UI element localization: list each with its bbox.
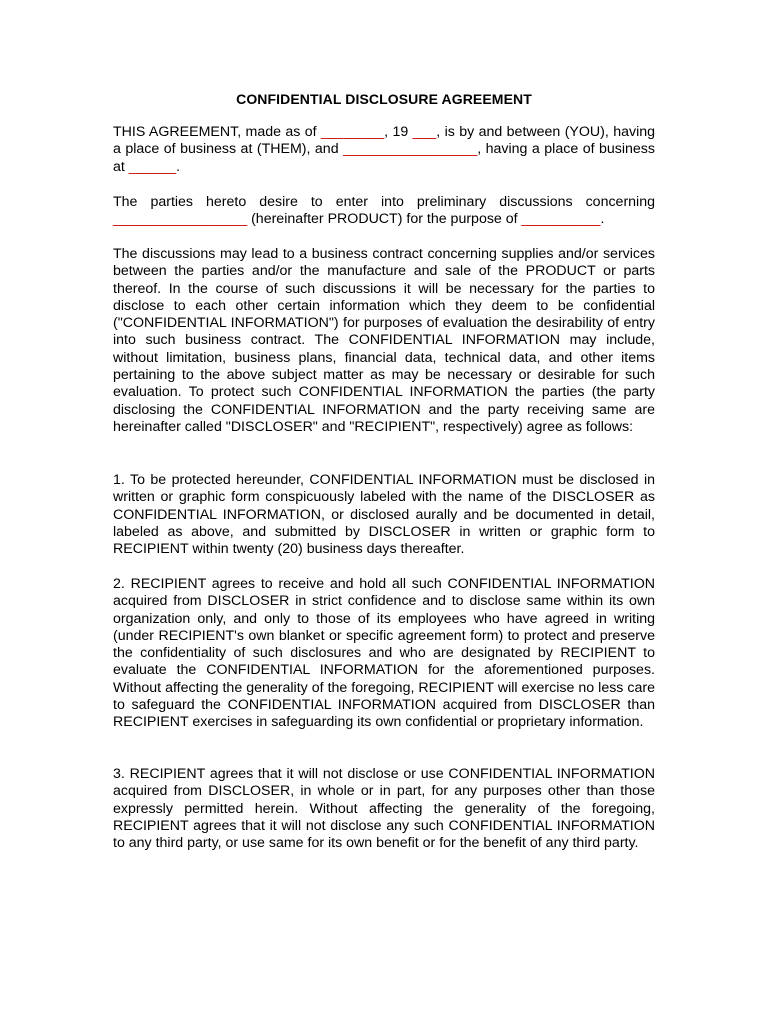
document-title: CONFIDENTIAL DISCLOSURE AGREEMENT xyxy=(236,91,532,107)
intro-text-4: , having a place of business at xyxy=(113,141,655,175)
date-blank: ________ xyxy=(321,124,385,140)
product-blank: _________________ xyxy=(113,211,248,228)
purpose-text-2: (hereinafter PRODUCT) for the purpose of xyxy=(247,211,522,228)
intro-text-2: , 19 xyxy=(384,124,413,140)
address-blank: ______ xyxy=(128,158,177,175)
year-blank: ___ xyxy=(412,124,437,140)
clause-1: 1. To be protected hereunder, CONFIDENTIAL INFORMATION must be disclosed in written or graphic form conspicuously labeled with the name of the DISCLOSER as CONFIDENTIAL INFORMATION, or disclosed aurally and be documented in detail, labeled as above, and submitted by DISCLOSER in written or graphic form to RECIPIENT within twenty (20) business days thereafter. xyxy=(113,472,655,558)
purpose-paragraph xyxy=(113,194,655,229)
purpose-blank: __________ xyxy=(521,211,601,228)
clause-3: 3. RECIPIENT agrees that it will not disclose or use CONFIDENTIAL INFORMATION acquired from DISCLOSER, in whole or in part, for any purposes other than those expressly permitted herein. Without affecting the generality of the foregoing, RECIPIENT agrees that it will not disclose any such CONFIDENTIAL INFORMATION to any third party, or use same for its own benefit or for the benefit of any third party. xyxy=(113,766,655,852)
intro-text-5: . xyxy=(176,158,181,175)
intro-text-1: THIS AGREEMENT, made as of xyxy=(113,124,321,140)
intro-paragraph xyxy=(113,124,655,176)
clause-2: 2. RECIPIENT agrees to receive and hold all such CONFIDENTIAL INFORMATION acquired from DISCLOSER in strict confidence and to disclose same within its own organization only, and only to those of its employees who have agreed in writing (under RECIPIENT's own blanket or specific agreement form) to protect and preserve the confidentiality of such disclosures and who are designated by RECIPIENT to evaluate the CONFIDENTIAL INFORMATION for the aforementioned purposes. Without affecting the generality of the foregoing, RECIPIENT will exercise no less care to safeguard the CONFIDENTIAL INFORMATION acquired from DISCLOSER than RECIPIENT exercises in safeguarding its own confidential or proprietary information. xyxy=(113,576,655,731)
background-paragraph: The discussions may lead to a business contract concerning supplies and/or services between the parties and/or the manufacture and sale of the PRODUCT or parts thereof. In the course of such discussions it will be necessary for the parties to disclose to each other certain information which they deem to be confidential ("CONFIDENTIAL INFORMATION") for purposes of evaluation the desirability of entry into such business contract. The CONFIDENTIAL INFORMATION may include, without limitation, business plans, financial data, technical data, and other items pertaining to the above subject matter as may be necessary or desirable for such evaluation. To protect such CONFIDENTIAL INFORMATION the parties (the party disclosing the CONFIDENTIAL INFORMATION and the party receiving same are hereinafter called "DISCLOSER" and "RECIPIENT", respectively) agree as follows: xyxy=(113,246,655,435)
intro-text-3: , is by and between (YOU), having a place of business at (THEM), and xyxy=(113,124,656,158)
purpose-text-1: The parties hereto desire to enter into preliminary discussions concerning xyxy=(113,194,655,210)
party-blank: _________________ xyxy=(343,141,478,158)
purpose-text-3: . xyxy=(600,211,605,228)
